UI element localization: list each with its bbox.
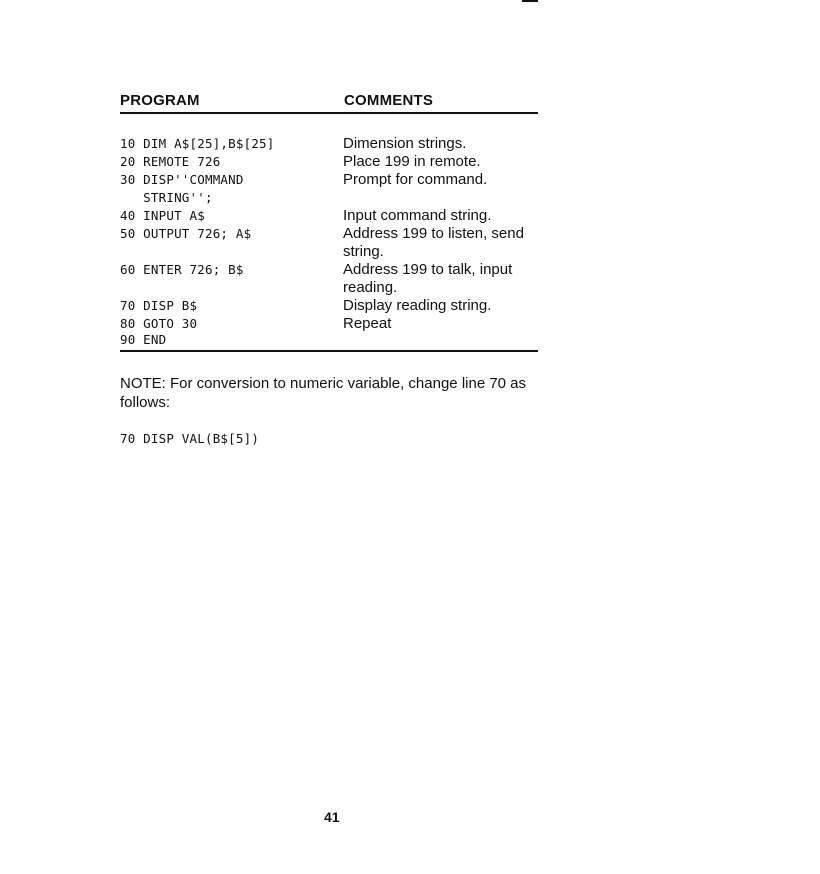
comment-line-30: Prompt for command.	[343, 171, 488, 188]
top-edge-mark	[522, 0, 538, 2]
footer-rule	[120, 350, 538, 352]
code-line-10: 10 DIM A$[25],B$[25]	[120, 136, 275, 151]
code-line-60: 60 ENTER 726; B$	[120, 262, 244, 277]
code-line-40: 40 INPUT A$	[120, 208, 205, 223]
code-line-50: 50 OUTPUT 726; A$	[120, 226, 252, 241]
comment-line-80: Repeat	[343, 315, 392, 332]
conversion-note: NOTE: For conversion to numeric variable, change line 70 as follows:	[120, 375, 527, 411]
program-column-header: PROGRAM	[120, 92, 200, 109]
page-number: 41	[324, 809, 340, 825]
comment-line-40: Input command string.	[343, 207, 492, 224]
code-line-30: 30 DISP''COMMAND STRING'';	[120, 172, 244, 205]
code-line-80: 80 GOTO 30	[120, 316, 198, 331]
code-line-90: 90 END	[120, 332, 167, 347]
comment-line-50: Address 199 to listen, send string.	[343, 225, 524, 260]
note-code-line: 70 DISP VAL(B$[5])	[120, 431, 260, 446]
comment-line-20: Place 199 in remote.	[343, 153, 481, 170]
comment-line-60: Address 199 to talk, input reading.	[343, 261, 513, 296]
code-line-70: 70 DISP B$	[120, 298, 198, 313]
comment-line-70: Display reading string.	[343, 297, 492, 314]
comment-line-10: Dimension strings.	[343, 135, 467, 152]
table-header	[120, 92, 540, 114]
code-line-20: 20 REMOTE 726	[120, 154, 221, 169]
comments-column-header: COMMENTS	[344, 92, 434, 109]
header-rule	[120, 112, 538, 114]
